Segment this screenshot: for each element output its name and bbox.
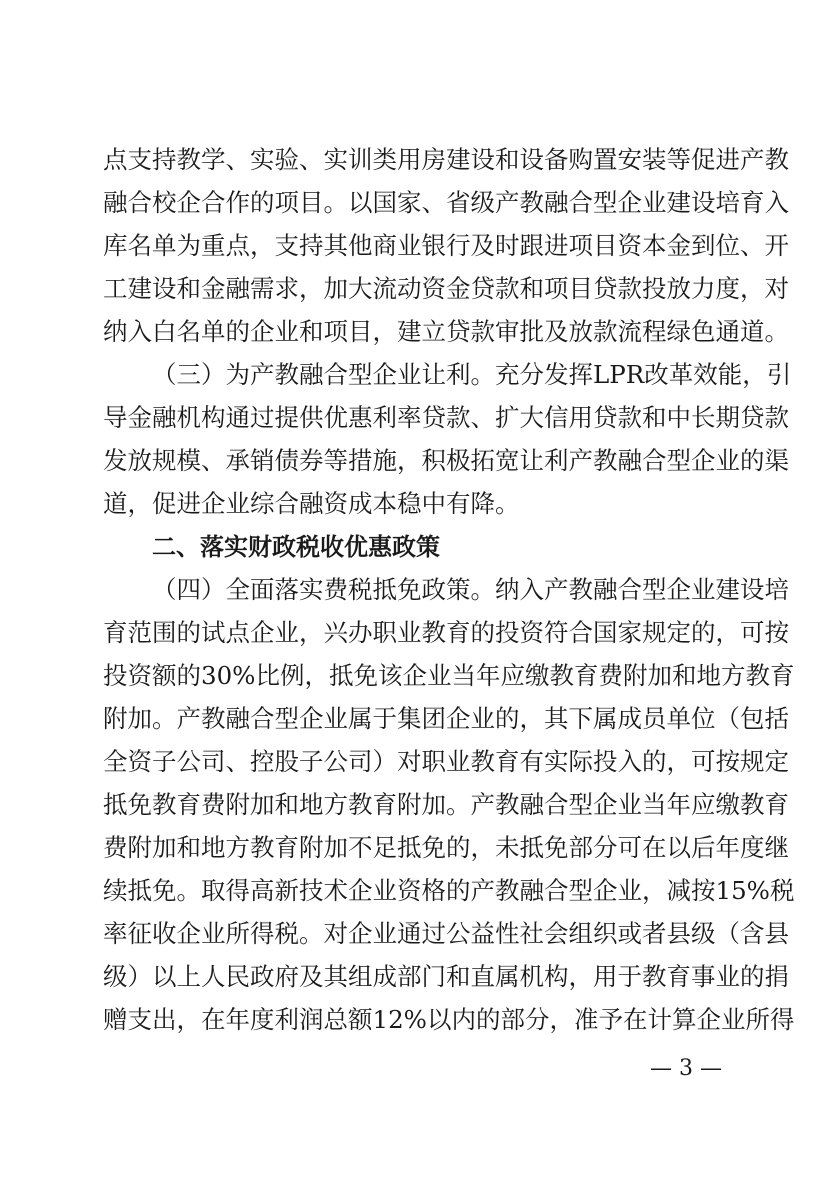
body-line: 导金融机构通过提供优惠利率贷款、扩大信用贷款和中长期贷款 [103,403,789,432]
section-heading: 二、落实财政税收优惠政策 [152,533,440,561]
page-number: — 3 — [650,1056,722,1081]
body-line: 库名单为重点，支持其他商业银行及时跟进项目资本金到位、开 [103,231,789,260]
body-line: 级）以上人民政府及其组成部门和直属机构，用于教育事业的捐 [103,962,789,991]
body-line: 续抵免。取得高新技术企业资格的产教融合型企业，减按15%税 [103,876,795,905]
section-three-first-line: （三）为产教融合型企业让利。充分发挥LPR改革效能，引 [152,360,792,389]
body-line: 道，促进企业综合融资成本稳中有降。 [103,489,520,518]
body-line: 全资子公司、控股子公司）对职业教育有实际投入的，可按规定 [103,747,789,776]
body-line: 融合校企合作的项目。以国家、省级产教融合型企业建设培育入 [103,188,789,217]
body-line: 费附加和地方教育附加不足抵免的，未抵免部分可在以后年度继 [103,833,789,862]
section-four-first-line: （四）全面落实费税抵免政策。纳入产教融合型企业建设培 [152,575,789,604]
body-line: 率征收企业所得税。对企业通过公益性社会组织或者县级（含县 [103,919,789,948]
body-line: 抵免教育费附加和地方教育附加。产教融合型企业当年应缴教育 [103,790,789,819]
body-line: 发放规模、承销债券等措施，积极拓宽让利产教融合型企业的渠 [103,446,789,475]
body-line: 纳入白名单的企业和项目，建立贷款审批及放款流程绿色通道。 [103,317,789,346]
body-line: 附加。产教融合型企业属于集团企业的，其下属成员单位（包括 [103,704,789,733]
body-line: 赠支出，在年度利润总额12%以内的部分，准予在计算企业所得 [103,1005,795,1034]
body-line: 点支持教学、实验、实训类用房建设和设备购置安装等促进产教 [103,145,789,174]
body-line: 投资额的30%比例，抵免该企业当年应缴教育费附加和地方教育 [103,661,795,690]
body-line: 育范围的试点企业，兴办职业教育的投资符合国家规定的，可按 [103,618,789,647]
body-line: 工建设和金融需求，加大流动资金贷款和项目贷款投放力度，对 [103,274,789,303]
